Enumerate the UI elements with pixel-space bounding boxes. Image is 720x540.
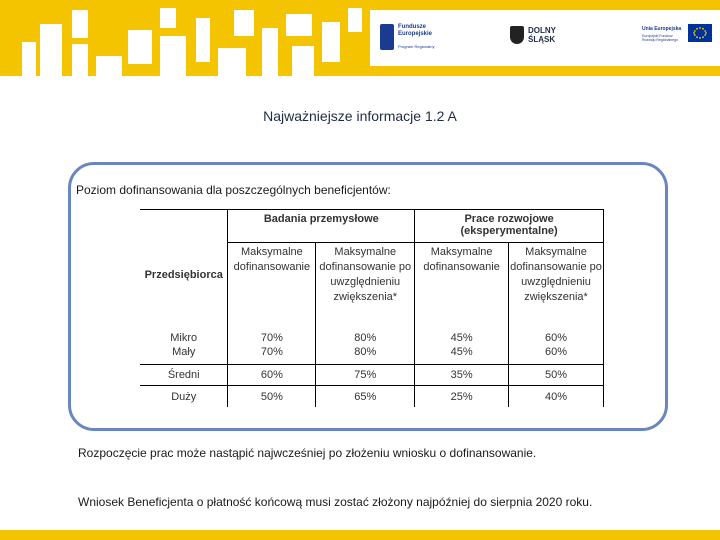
table-cell: 50%	[228, 386, 316, 407]
banner-block	[292, 46, 314, 76]
table-cell: 45%	[415, 346, 509, 364]
fe-star-mark-icon	[380, 24, 394, 50]
banner-block	[286, 14, 312, 36]
banner-block	[234, 10, 254, 36]
row-label: Mały	[140, 346, 228, 364]
footer-bar	[0, 530, 720, 540]
column-header: Maksymalne dofinansowanie	[228, 243, 316, 330]
table-cell: 40%	[509, 386, 604, 407]
banner-block	[160, 36, 186, 76]
table-cell: 60%	[228, 364, 316, 386]
table-cell: 60%	[509, 346, 604, 364]
table-row	[140, 386, 604, 407]
logo-fe-line1: Fundusze	[398, 24, 426, 30]
group-header-prace: Prace rozwojowe (eksperymentalne)	[415, 210, 604, 243]
banner-block	[262, 28, 278, 76]
table-cell: 60%	[509, 330, 604, 347]
fundusze-europejskie-logo	[380, 22, 460, 54]
banner-block	[128, 30, 152, 64]
table-cell: 70%	[228, 330, 316, 347]
banner-block	[72, 44, 88, 76]
table-cell: 80%	[316, 330, 415, 347]
banner-block	[96, 56, 122, 76]
row-label: Duży	[140, 386, 228, 407]
eu-flag-icon	[688, 24, 712, 42]
banner-block	[348, 8, 362, 32]
banner-block	[218, 48, 246, 76]
column-header: Maksymalne dofinansowanie po uwzględnieniu zwiększenia*	[316, 243, 415, 330]
logo-fe-line3: Program Regionalny	[398, 44, 435, 49]
row-label: Mikro	[140, 330, 228, 347]
banner-block	[160, 8, 176, 28]
funding-table	[140, 209, 604, 407]
table-cell: 75%	[316, 364, 415, 386]
banner-block	[40, 24, 62, 76]
logo-ds-line1: DOLNY	[528, 26, 556, 35]
table-cell: 50%	[509, 364, 604, 386]
logo-ds-line2: ŚLĄSK	[528, 35, 556, 44]
row-header: Przedsiębiorca	[144, 268, 223, 281]
banner-block	[72, 10, 88, 38]
row-label: Średni	[140, 364, 228, 386]
header-banner	[0, 0, 720, 76]
table-cell: 80%	[316, 346, 415, 364]
table-cell: 45%	[415, 330, 509, 347]
table-row	[140, 346, 604, 364]
logo-ue-line2: Europejski Fundusz Rozwoju Regionalnego	[642, 34, 678, 42]
column-header: Maksymalne dofinansowanie po uwzględnieniu zwiększenia*	[509, 243, 604, 330]
note-start-date: Rozpoczęcie prac może nastąpić najwcześniej po złożeniu wniosku o dofinansowanie.	[78, 446, 537, 460]
banner-block	[22, 42, 36, 76]
logo-fe-line2: Europejskie	[398, 31, 433, 37]
banner-block	[322, 22, 340, 62]
table-row	[140, 330, 604, 347]
unia-europejska-logo	[638, 20, 718, 56]
table-cell: 70%	[228, 346, 316, 364]
group-header-badania: Badania przemysłowe	[228, 210, 415, 243]
note-final-payment: Wniosek Beneficjenta o płatność końcową musi zostać złożony najpóźniej do sierpnia 2020 roku.	[78, 495, 593, 509]
table-row	[140, 364, 604, 386]
panel-label: Poziom dofinansowania dla poszczególnych beneficjentów:	[76, 183, 391, 197]
banner-block	[196, 18, 210, 62]
page-title: Najważniejsze informacje 1.2 A	[263, 108, 457, 124]
logo-ue-line1: Unia Europejska	[642, 26, 682, 32]
logo-strip	[370, 10, 720, 66]
dolny-slask-logo	[510, 24, 570, 54]
column-header: Maksymalne dofinansowanie	[415, 243, 509, 330]
table-cell: 25%	[415, 386, 509, 407]
table-cell: 35%	[415, 364, 509, 386]
table-cell: 65%	[316, 386, 415, 407]
eagle-crest-icon	[510, 26, 524, 44]
